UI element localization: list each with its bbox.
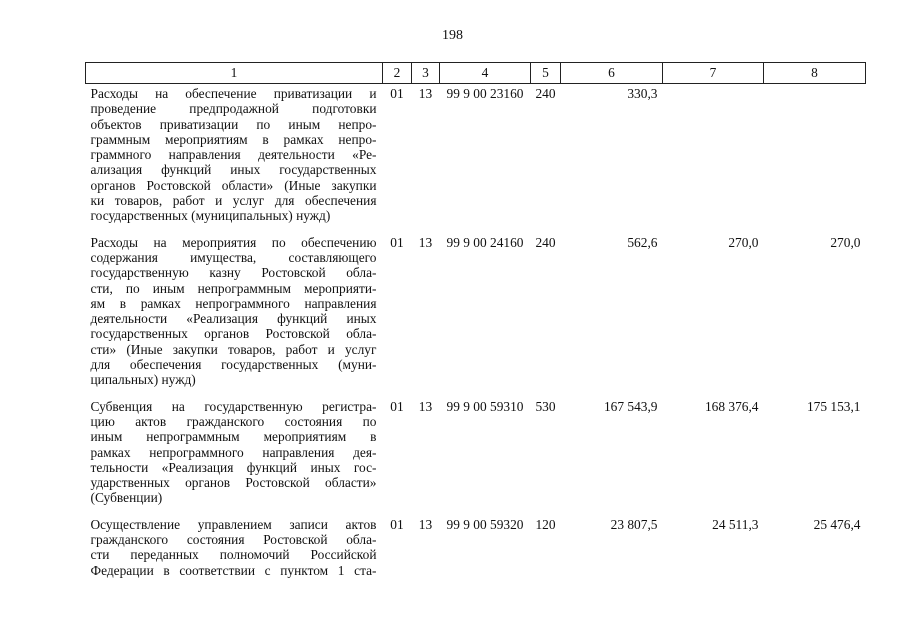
row-description <box>86 233 383 397</box>
description-line: тельности «Реализация функций иных гос- <box>90 459 377 475</box>
target-article-code: 99 9 00 59310 <box>446 398 524 414</box>
amount-year-3: 25 476,4 <box>813 516 861 532</box>
description-line: содержания имущества, составляющего <box>90 249 377 265</box>
description-line: ям в рамках непрограммного направления <box>90 295 377 311</box>
description-line: сти, по иным непрограммным мероприяти- <box>90 280 377 296</box>
expense-type-code: 530 <box>535 398 556 414</box>
column-header-6: 6 <box>561 63 663 84</box>
description-line: иным непрограммным мероприятиям в <box>90 429 377 445</box>
amount-year-1: 23 807,5 <box>610 516 658 532</box>
description-line: ципальных) нужд) <box>90 372 196 388</box>
description-line: проведение предпродажной подготовки <box>90 101 377 117</box>
amount-year-1: 562,6 <box>627 234 658 250</box>
description-line: органов Ростовской области» (Иные закупки <box>90 177 377 193</box>
section-code: 01 <box>390 516 404 532</box>
column-header-7: 7 <box>663 63 764 84</box>
description-line: Осуществление управлением записи актов <box>90 516 377 532</box>
description-line: для обеспечения государственных (муни- <box>90 357 377 373</box>
expense-type-code: 120 <box>535 516 556 532</box>
amount-year-3 <box>764 84 866 233</box>
amount-year-3: 175 153,1 <box>806 398 861 414</box>
description-line: граммного направления деятельности «Ре- <box>90 147 377 163</box>
table-row <box>86 515 866 587</box>
description-line: ализация функций иных государственных <box>90 162 377 178</box>
budget-table <box>85 62 866 587</box>
description-line: Субвенция на государственную регистра- <box>90 398 377 414</box>
description-line: государственных органов Ростовской обла- <box>90 326 377 342</box>
amount-year-1: 167 543,9 <box>603 398 658 414</box>
amount-year-2 <box>663 84 764 233</box>
row-description <box>86 515 383 587</box>
column-header-8: 8 <box>764 63 866 84</box>
column-header-5: 5 <box>531 63 561 84</box>
target-article-code: 99 9 00 23160 <box>446 86 524 101</box>
amount-year-3: 270,0 <box>830 234 861 250</box>
subsection-code: 13 <box>418 234 433 250</box>
amount-year-1: 330,3 <box>627 86 658 101</box>
amount-year-2: 168 376,4 <box>704 398 759 414</box>
section-code: 01 <box>390 234 404 250</box>
target-article-code: 99 9 00 59320 <box>446 516 524 532</box>
description-line: ударственных органов Ростовской области» <box>90 475 377 491</box>
expense-type-code: 240 <box>535 234 556 250</box>
description-line: Федерации в соответствии с пунктом 1 ста- <box>90 562 377 578</box>
column-header-3: 3 <box>412 63 440 84</box>
table-header-row <box>86 63 866 84</box>
column-header-2: 2 <box>383 63 412 84</box>
description-line: сти переданных полномочий Российской <box>90 547 377 563</box>
column-header-4: 4 <box>440 63 531 84</box>
description-line: Расходы на мероприятия по обеспечению <box>90 234 377 250</box>
subsection-code: 13 <box>418 398 433 414</box>
description-line: сти» (Иные закупки товаров, работ и услуг <box>90 341 377 357</box>
description-line: ки товаров, работ и услуг для обеспечения <box>90 193 377 209</box>
row-description <box>86 397 383 515</box>
description-line: деятельности «Реализация функций иных <box>90 311 377 327</box>
description-line: цию актов гражданского состояния по <box>90 413 377 429</box>
description-line: (Субвенции) <box>90 490 163 506</box>
description-line: гражданского состояния Ростовской обла- <box>90 532 377 548</box>
section-code: 01 <box>390 398 404 414</box>
table-row <box>86 397 866 515</box>
description-line: Расходы на обеспечение приватизации и <box>90 86 377 101</box>
row-description <box>86 84 383 233</box>
description-line: государственную казну Ростовской обла- <box>90 265 377 281</box>
column-header-1: 1 <box>86 63 383 84</box>
target-article-code: 99 9 00 24160 <box>446 234 524 250</box>
description-line: государственных (муниципальных) нужд) <box>90 208 331 224</box>
description-line: объектов приватизации по иным непро- <box>90 116 377 132</box>
description-line: граммным мероприятиям в рамках непро- <box>90 131 377 147</box>
section-code: 01 <box>390 86 404 101</box>
expense-type-code: 240 <box>535 86 556 101</box>
page-number: 198 <box>442 28 463 43</box>
table-row <box>86 233 866 397</box>
amount-year-2: 24 511,3 <box>712 516 759 532</box>
description-line: рамках непрограммного направления дея- <box>90 444 377 460</box>
table-row <box>86 84 866 233</box>
amount-year-2: 270,0 <box>728 234 759 250</box>
subsection-code: 13 <box>418 86 433 101</box>
subsection-code: 13 <box>418 516 433 532</box>
